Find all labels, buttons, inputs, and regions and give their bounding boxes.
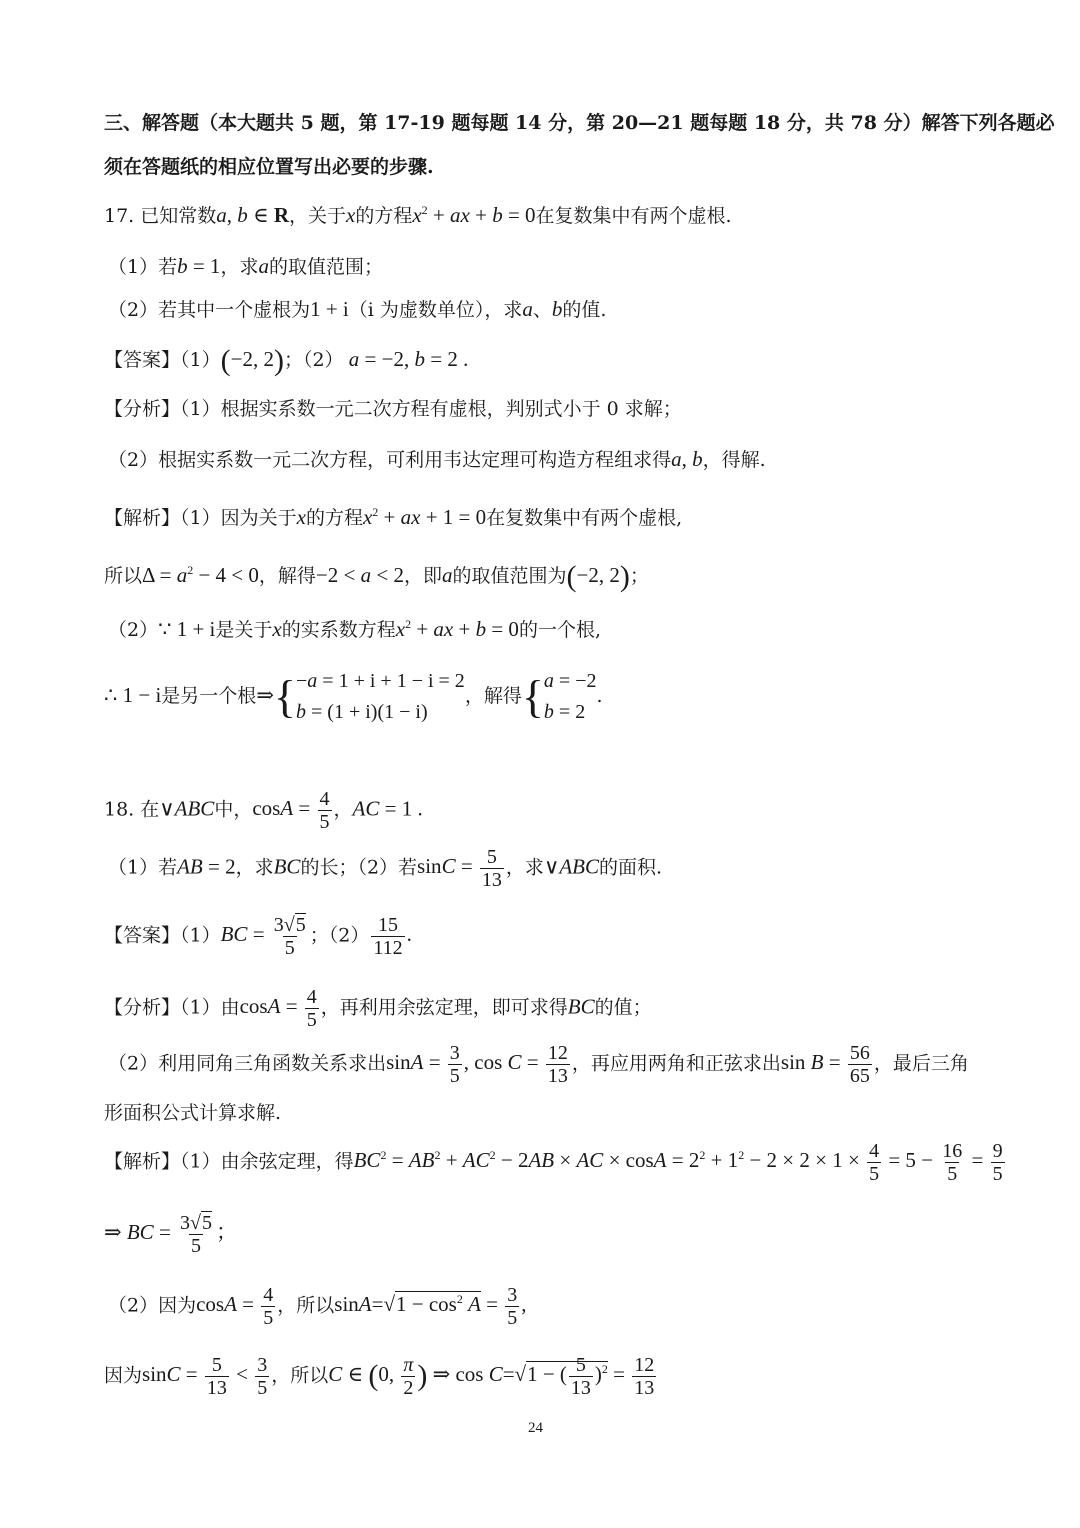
q18-solution2 — [104, 1212, 237, 1257]
q17-stem-d: 在复数集中有两个虚根. — [535, 205, 732, 227]
q18-s1-math: $BC^2 = AB^2 + AC^2 - 2AB$ × AC × $\cos A = 2^2 + 1^2 - 2 \times 2 \times 1$ × $\frac{4}{5}$ = 5 − $\frac{16}{5}$ = $\frac{9}{5}$ — [353, 1140, 1003, 1185]
q17-p2-var-b: b — [551, 297, 563, 321]
q17-an2-b: ，得解. — [702, 449, 766, 471]
q17-s1-c: 在复数集中有两个虚根, — [486, 507, 683, 529]
q17-s1-math: $x^2$ + ax + 1 = 0 — [362, 505, 487, 529]
q18-solution-tag: 【解析】 — [104, 1150, 181, 1173]
q18-answer — [104, 914, 412, 959]
q17-s2-a: 所以 — [104, 564, 143, 587]
q17-s4-math1: ∴ 1 − i — [104, 683, 162, 707]
q17-s4-brace1: { — [273, 671, 297, 722]
q17-s2-var-a: a — [441, 562, 453, 587]
q17-answer — [104, 346, 468, 376]
q18-s2-math: ⇒ BC = $\frac{3√5}{5}$ ； — [104, 1212, 238, 1257]
q18-s4-b: ，所以 — [271, 1364, 329, 1387]
q17-var-x: x — [346, 203, 356, 227]
q17-stem-c: 的方程 — [355, 205, 413, 227]
q17-s3-math1: ∵ 1 + i — [158, 617, 216, 641]
q18-s3-a: （2）因为 — [108, 1294, 197, 1317]
q17-s4-brace2: { — [521, 671, 544, 722]
q17-s1-var-x: x — [296, 505, 306, 529]
q17-p2-d: 的值. — [562, 299, 607, 321]
q17-p1-math1: b = 1 — [177, 254, 221, 278]
q17-an1: （1）根据实系数一元二次方程有虚根，判别式小于 0 求解； — [180, 398, 682, 420]
q17-p1-b: ，求 — [220, 256, 259, 278]
q18-parts — [108, 846, 662, 891]
q17-s3-var-x: x — [272, 617, 282, 641]
q17-s4-system1: −a = 1 + i + 1 − i = 2 b = (1 + i)(1 − i) — [296, 670, 465, 723]
q18-stem-ac: AC = 1 . — [352, 796, 423, 821]
q17-p2-var-a: a — [522, 297, 533, 321]
q17-solution1 — [104, 506, 682, 528]
q18-ans-math1: BC = $\frac{3√5}{5}$ — [220, 914, 306, 959]
q18-solution4 — [104, 1354, 658, 1399]
q18-ans-math2: $\frac{15}{112}$ . — [373, 914, 412, 959]
q18-s3-b: ，所以 — [277, 1294, 335, 1317]
q17-p1-a: （1）若 — [108, 256, 178, 278]
q17-ans-math1: (−2, 2) — [220, 344, 284, 377]
q18-solution3 — [108, 1284, 527, 1329]
q18-p1-ab: AB = 2 — [177, 854, 236, 879]
q17-equation: $x^2$ + ax + b = 0 — [412, 203, 536, 227]
q17-p1-var-a: a — [258, 254, 269, 278]
q17-stem — [104, 204, 732, 226]
q17-p1-c: 的取值范围； — [268, 256, 383, 278]
q17-solution-tag: 【解析】 — [104, 507, 181, 529]
q17-s1-b: 的方程 — [305, 507, 363, 529]
q17-stem-a: 17. 已知常数 — [104, 205, 217, 227]
q17-s4-system2: a = −2 b = 2 — [543, 670, 597, 723]
q17-analysis2 — [108, 449, 766, 470]
q17-s2-b: ，解得 — [258, 564, 316, 587]
q18-p1-tri: ∨ABC — [543, 854, 599, 879]
q17-ans-a: （1） — [180, 348, 221, 371]
q18-analysis2 — [108, 1042, 969, 1087]
q17-analysis — [104, 400, 682, 419]
q17-p2-b: （i 为虚数单位），求 — [348, 299, 523, 321]
q18-stem-b: 中， — [214, 798, 253, 821]
q18-p1-e: 的面积. — [598, 856, 663, 879]
q18-an2-c: ，最后三角 — [873, 1052, 969, 1075]
q18-answer-tag: 【答案】 — [104, 924, 181, 947]
q17-stem-b: ，关于 — [288, 205, 346, 227]
q17-analysis-tag: 【分析】 — [104, 398, 181, 420]
q18-s4-math2: C ∈ (0, $\frac{\pi}{2}$ ) ⇒ cos C=√1 − ( $\frac{5}{13}$ )$^2$ = $\frac{12}{13}$ — [328, 1354, 655, 1399]
q17-part1 — [108, 256, 383, 277]
q17-an2-math: a, b — [671, 447, 703, 471]
q18-stem — [104, 788, 423, 833]
section-header-line1: 三、解答题（本大题共 5 题，第 17-19 题每题 14 分，第 20—21 题每题 18 分，共 78 分）解答下列各题必 — [104, 112, 1055, 134]
q17-s4-c: . — [596, 685, 603, 707]
q18-an2-a: （2）利用同角三角函数关系求出 — [108, 1052, 387, 1075]
q18-s4-a: 因为 — [104, 1364, 143, 1387]
q17-answer-tag: 【答案】 — [104, 348, 181, 371]
q18-ans-b: ；（2） — [309, 924, 370, 947]
q18-stem-cos: cosA = $\frac{4}{5}$ — [252, 788, 330, 833]
q17-s3-d: 的一个根, — [518, 619, 601, 641]
q17-s1-a: （1）因为关于 — [180, 507, 297, 529]
q17-p2-math1: 1 + i — [310, 297, 349, 321]
q17-solution4 — [104, 666, 603, 728]
q18-an2-math1: sinA = $\frac{3}{5}$ , cos C = $\frac{12}{13}$ — [386, 1042, 568, 1087]
q17-ans-math2: a = −2, b = 2 . — [348, 346, 469, 371]
q18-s3-math2: $\sin A=√1 - \cos^2 A$ = $\frac{3}{5}$ , — [334, 1284, 527, 1329]
q17-s3-math2: $x^2$ + ax + b = 0 — [395, 617, 519, 641]
q18-p1-sinc: sinC = $\frac{5}{13}$ — [417, 846, 502, 891]
q18-s3-math1: cosA = $\frac{4}{5}$ — [196, 1284, 274, 1329]
q17-s4-arrow: ⇒ — [256, 683, 274, 707]
q17-s3-c: 的实系数方程 — [281, 619, 396, 641]
q18-p1-a: （1）若 — [108, 856, 178, 879]
q17-part2 — [108, 299, 606, 320]
q17-solution2 — [104, 562, 649, 592]
q17-s2-e: ； — [629, 564, 649, 587]
q17-stem-math1: a, b ∈ R — [216, 203, 289, 227]
q18-analysis3: 形面积公式计算求解. — [104, 1102, 282, 1124]
q18-p1-b: ，求 — [235, 856, 274, 879]
q18-an2-b: ，再应用两角和正弦求出 — [571, 1052, 781, 1075]
q18-an1-c: 的值； — [594, 996, 652, 1019]
q18-stem-tri: ∨ABC — [159, 796, 215, 821]
q17-s2-math3: (−2, 2) — [566, 560, 630, 593]
q17-s2-c: ，即 — [403, 564, 442, 587]
q17-s4-a: 是另一个根 — [161, 685, 257, 707]
section-header-line2: 须在答题纸的相应位置写出必要的步骤. — [104, 156, 434, 178]
q17-p2-c: 、 — [532, 299, 552, 321]
q18-an2-math2: sin B = $\frac{56}{65}$ — [780, 1042, 870, 1087]
q17-s2-math2: −2 < a < 2 — [315, 562, 404, 587]
q18-solution1 — [104, 1140, 1007, 1185]
q17-s4-b: ，解得 — [464, 685, 522, 707]
q18-p1-c: 的长；（2）若 — [300, 856, 418, 879]
q18-an1-bc: BC — [567, 994, 595, 1019]
q18-analysis-tag: 【分析】 — [104, 996, 181, 1019]
q18-p1-bc: BC — [273, 854, 301, 879]
page-number: 24 — [528, 1420, 543, 1436]
q18-p1-d: ，求 — [505, 856, 544, 879]
q18-s4-math1: sinC = $\frac{5}{13}$ < $\frac{3}{5}$ — [142, 1354, 268, 1399]
q17-s3-b: 是关于 — [215, 619, 273, 641]
q17-ans-b: ；（2） — [283, 348, 344, 371]
q17-an2-a: （2）根据实系数一元二次方程，可利用韦达定理可构造方程组求得 — [108, 449, 672, 471]
q17-s2-d: 的取值范围为 — [452, 564, 567, 587]
q17-s2-math1: $\Delta = a^2 - 4 < 0$ — [142, 562, 259, 587]
q18-an1-b: ，再利用余弦定理，即可求得 — [320, 996, 568, 1019]
q17-solution3 — [108, 618, 601, 640]
q18-stem-a: 18. 在 — [104, 798, 160, 821]
q17-p2-a: （2）若其中一个虚根为 — [108, 299, 311, 321]
q17-s3-a: （2） — [108, 619, 159, 641]
q18-stem-c: ， — [333, 798, 353, 821]
q18-analysis1 — [104, 986, 652, 1031]
q18-s1-a: （1）由余弦定理，得 — [180, 1150, 354, 1173]
q18-ans-a: （1） — [180, 924, 221, 947]
q18-an1-a: （1）由 — [180, 996, 240, 1019]
q18-an1-cos: cosA = $\frac{4}{5}$ — [239, 986, 317, 1031]
